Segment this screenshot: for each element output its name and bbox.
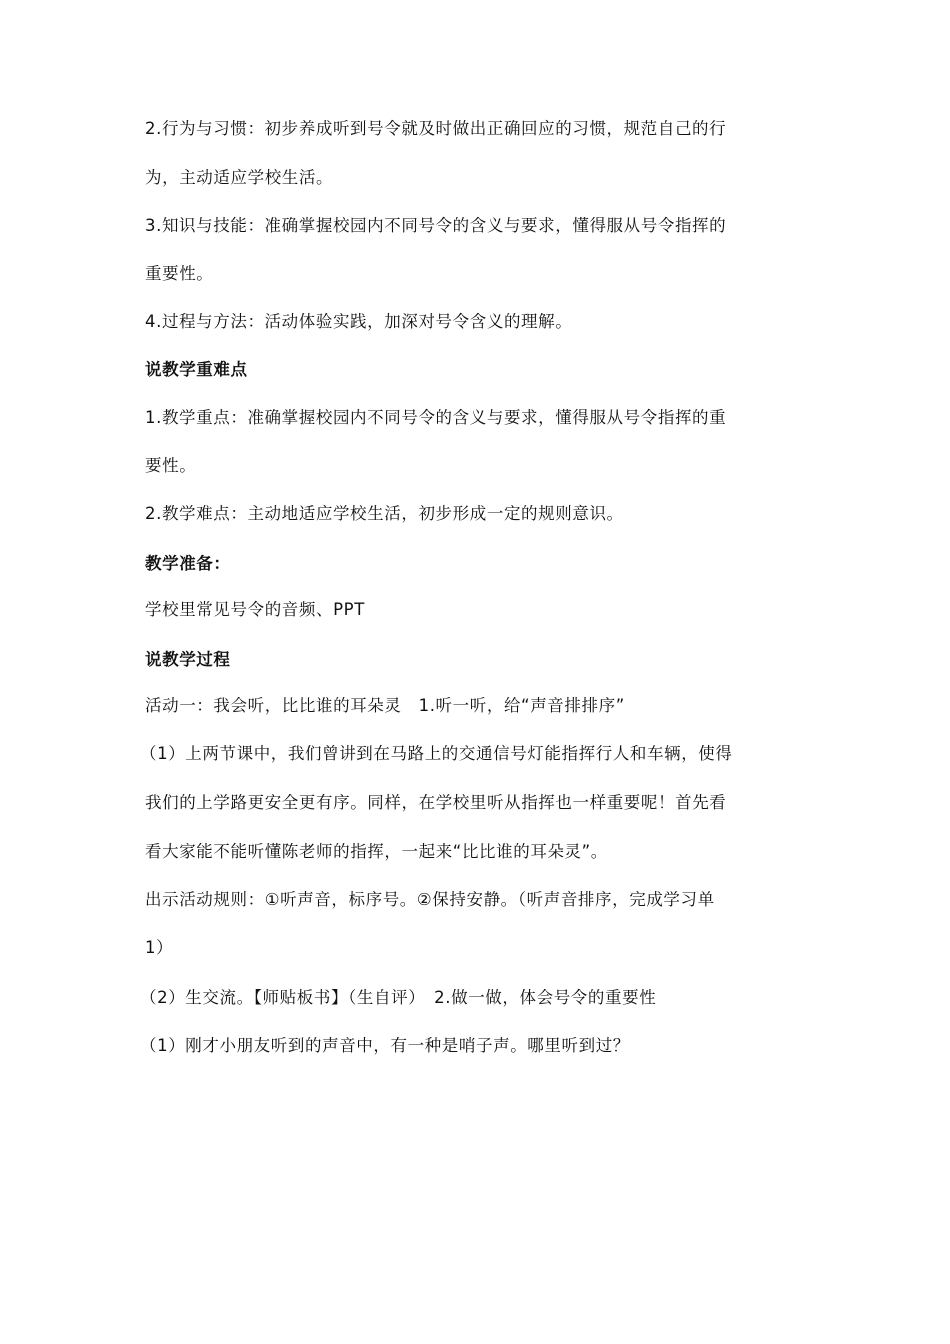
paragraph-line: 出示活动规则：①听声音，标序号。②保持安静。（听声音排序，完成学习单 [145,890,715,909]
paragraph-line: 要性。 [145,456,197,475]
section-heading: 说教学重难点 [145,360,248,379]
paragraph-line: 4.过程与方法：活动体验实践，加深对号令含义的理解。 [145,312,573,331]
section-heading: 说教学过程 [145,650,231,669]
paragraph-line: 1.教学重点：准确掌握校园内不同号令的含义与要求，懂得服从号令指挥的重 [145,408,727,427]
paragraph-line: 活动一：我会听，比比谁的耳朵灵 1.听一听，给“声音排排序” [145,696,625,715]
paragraph-line: 为，主动适应学校生活。 [145,168,334,187]
paragraph-line: 2.行为与习惯：初步养成听到号令就及时做出正确回应的习惯，规范自己的行 [145,119,727,138]
paragraph-line: 重要性。 [145,264,214,283]
paragraph-line: 学校里常见号令的音频、PPT [145,600,365,619]
paragraph-line: 3.知识与技能：准确掌握校园内不同号令的含义与要求，懂得服从号令指挥的 [145,216,727,235]
section-heading: 教学准备： [145,554,231,573]
paragraph-line: 2.教学难点：主动地适应学校生活，初步形成一定的规则意识。 [145,504,624,523]
paragraph-line: 我们的上学路更安全更有序。同样，在学校里听从指挥也一样重要呢！首先看 [145,793,727,812]
paragraph-line: （1）刚才小朋友听到的声音中，有一种是哨子声。哪里听到过？ [140,1036,630,1055]
paragraph-line: 看大家能不能听懂陈老师的指挥，一起来“比比谁的耳朵灵”。 [145,842,608,861]
paragraph-line: （1）上两节课中，我们曾讲到在马路上的交通信号灯能指挥行人和车辆，使得 [140,744,733,763]
paragraph-line: 1） [145,938,174,957]
paragraph-line: （2）生交流。【师贴板书】（生自评） 2.做一做，体会号令的重要性 [140,988,657,1007]
